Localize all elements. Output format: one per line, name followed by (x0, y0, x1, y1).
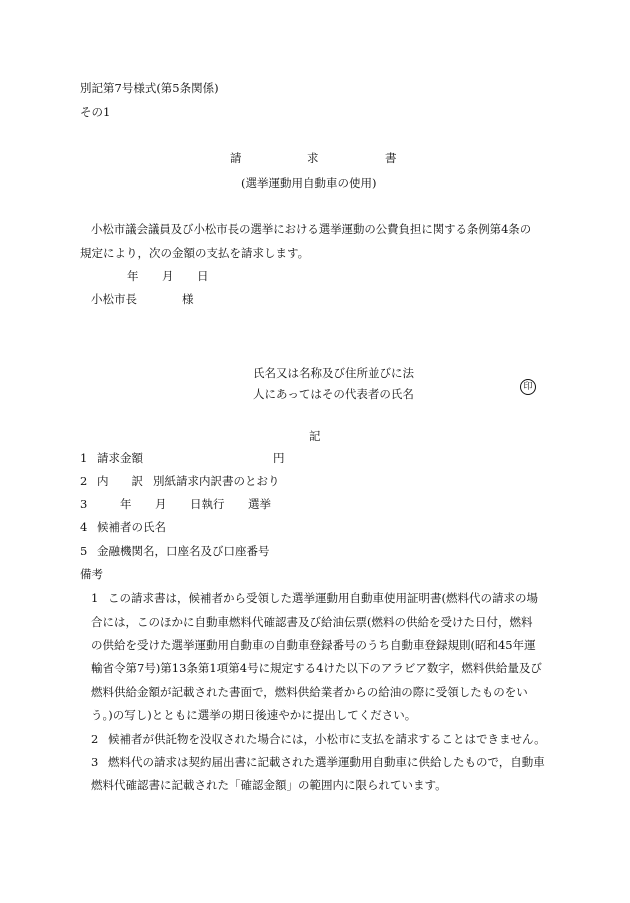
note-line: 輸省令第7号)第13条第1項第4号に規定する4けた以下のアラビア数字，燃料供給量及び (91, 661, 542, 675)
date-year: 年 (127, 269, 139, 283)
intro-line-2: 規定により，次の金額の支払を請求します。 (80, 246, 310, 260)
claimant-line-1: 氏名又は名称及び住所並びに法 (253, 366, 414, 380)
item-number: 2 (80, 474, 88, 488)
item-day: 日執行 (190, 497, 225, 511)
note-line: この請求書は，候補者から受領した選挙運動用自動車使用証明書(燃料代の請求の場 (108, 591, 538, 605)
note-line: 合には，このほかに自動車燃料代確認書及び給油伝票(燃料の供給を受けた日付，燃料 (91, 615, 533, 629)
note-number: 2 (91, 732, 99, 746)
item-label: 請求金額 (97, 451, 143, 465)
title-char-1: 請 (230, 151, 242, 165)
item-label: 候補者の氏名 (97, 520, 166, 534)
title-char-3: 書 (385, 151, 397, 165)
note-number: 3 (91, 755, 99, 769)
note-line: の供給を受けた選挙運動用自動車の自動車登録番号のうち自動車登録規則(昭和45年運 (91, 638, 536, 652)
date-day: 日 (197, 269, 209, 283)
sub-number: その1 (80, 105, 111, 119)
note-line: 候補者が供託物を没収された場合には，小松市に支払を請求することはできません。 (108, 732, 546, 746)
addressee-honorific: 様 (182, 292, 194, 306)
addressee-name: 小松市長 (91, 292, 137, 306)
item-suffix: 円 (273, 451, 285, 465)
note-number: 1 (91, 591, 99, 605)
note-line: 燃料代の請求は契約届出書に記載された選挙運動用自動車に供給したもので，自動車 (108, 755, 545, 769)
form-number: 別記第7号様式(第5条関係) (80, 81, 219, 95)
ki-heading: 記 (309, 429, 321, 443)
date-month: 月 (162, 269, 174, 283)
item-month: 月 (155, 497, 167, 511)
note-line: 燃料供給金額が記載された書面で，燃料供給業者からの給油の際に受領したものをい (91, 685, 528, 699)
item-label: 金融機関名，口座名及び口座番号 (97, 544, 270, 558)
notes-heading: 備考 (80, 567, 103, 581)
item-label: 内 訳 (97, 474, 143, 488)
item-suffix: 選挙 (248, 497, 271, 511)
document-subtitle: (選挙運動用自動車の使用) (241, 176, 377, 190)
note-line: 燃料代確認書に記載された「確認金額」の範囲内に限られています。 (91, 778, 447, 792)
note-line: う。)の写し)とともに選挙の期日後速やかに提出してください。 (91, 708, 417, 722)
item-number: 4 (80, 520, 88, 534)
item-number: 3 (80, 497, 88, 511)
intro-line-1: 小松市議会議員及び小松市長の選挙における選挙運動の公費負担に関する条例第4条の (91, 222, 532, 236)
seal-mark: 印 (520, 379, 536, 395)
item-year: 年 (120, 497, 132, 511)
title-char-2: 求 (307, 151, 319, 165)
claimant-line-2: 人にあってはその代表者の氏名 (253, 387, 414, 401)
item-suffix: 別紙請求内訳書のとおり (153, 474, 280, 488)
item-number: 1 (80, 451, 88, 465)
item-number: 5 (80, 544, 88, 558)
